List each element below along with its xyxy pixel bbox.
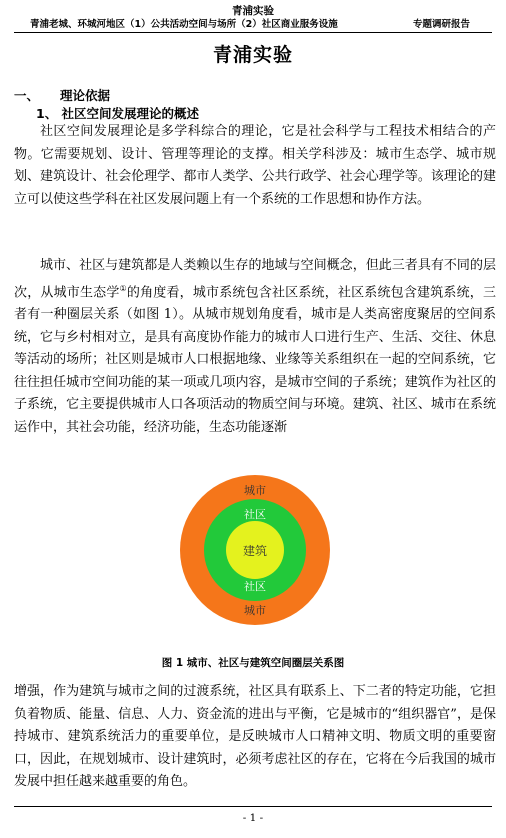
city-label-top: 城市 bbox=[244, 484, 266, 497]
paragraph-2 bbox=[14, 255, 496, 439]
section-number: 一、 bbox=[14, 88, 40, 103]
city-label-bottom: 城市 bbox=[244, 604, 266, 617]
section-label: 理论依据 bbox=[60, 88, 111, 103]
header-rule bbox=[14, 32, 492, 33]
page-title: 青浦实验 bbox=[212, 44, 293, 66]
community-label-bottom: 社区 bbox=[244, 580, 266, 593]
page-number: - 1 - bbox=[242, 812, 264, 824]
footer-rule bbox=[14, 806, 492, 807]
concentric-circles-figure bbox=[180, 475, 330, 625]
figure-caption: 图 1 城市、社区与建筑空间圈层关系图 bbox=[161, 657, 345, 669]
header-subtitle-left: 青浦老城、环城河地区（1）公共活动空间与场所（2）社区商业服务设施 bbox=[30, 19, 338, 30]
paragraph-2-part-a: 城市、社区与建筑都是人类赖以生存的地域与空间概念，但此三者具有不同的层次，从城市生态学 bbox=[14, 258, 496, 300]
header-title: 青浦实验 bbox=[232, 5, 274, 17]
header-subtitle bbox=[30, 16, 470, 30]
section-heading bbox=[14, 86, 110, 104]
paragraph-2-part-b: 的角度看，城市系统包含社区系统，社区系统包含建筑系统，三者有一种圈层关系（如图 1）。从城市规划角度看，城市是人类高密度聚居的空间系统，它与乡村相对立，是具有高度协作能力的城市人口进行生产、生活、交往、休息等活动的场所；社区则是城市人口根据地缘、业缘等关系组织在一起的空间系统，它往往担任城市空间功能的某一项或几项内容，是城市空间的子系统；建筑作为社区的子系统，它主要提供城市人口各项活动的物质空间与环境。建筑、社区、城市在系统运作中，其社会功能，经济功能，生态功能逐渐 bbox=[14, 284, 496, 435]
paragraph-1: 社区空间发展理论是多学科综合的理论，它是社会科学与工程技术相结合的产物。它需要规划、设计、管理等理论的支撑。相关学科涉及：城市生态学、城市规划、建筑设计、社会伦理学、都市人类学、公共行政学、社会心理学等。该理论的建立可以使这些学科在社区发展问题上有一个系统的工作思想和协作方法。 bbox=[14, 124, 496, 207]
header-subtitle-right: 专题调研报告 bbox=[412, 19, 470, 30]
building-label: 建筑 bbox=[242, 544, 268, 558]
footnote-marker: ① bbox=[119, 283, 127, 293]
paragraph-3: 增强，作为建筑与城市之间的过渡系统，社区具有联系上、下二者的特定功能，它担负着物质、能量、信息、人力、资金流的进出与平衡，它是城市的“组织器官”，是保持城市、建筑系统活力的重要单位，是反映城市人口精神文明、物质文明的重要窗口，因此，在规划城市、设计建筑时，必须考虑社区的存在，它将在今后我国的城市发展中担任越来越重要的角色。 bbox=[14, 684, 496, 789]
subsection-heading: 1、 社区空间发展理论的概述 bbox=[36, 106, 200, 121]
community-label-top: 社区 bbox=[244, 508, 266, 521]
